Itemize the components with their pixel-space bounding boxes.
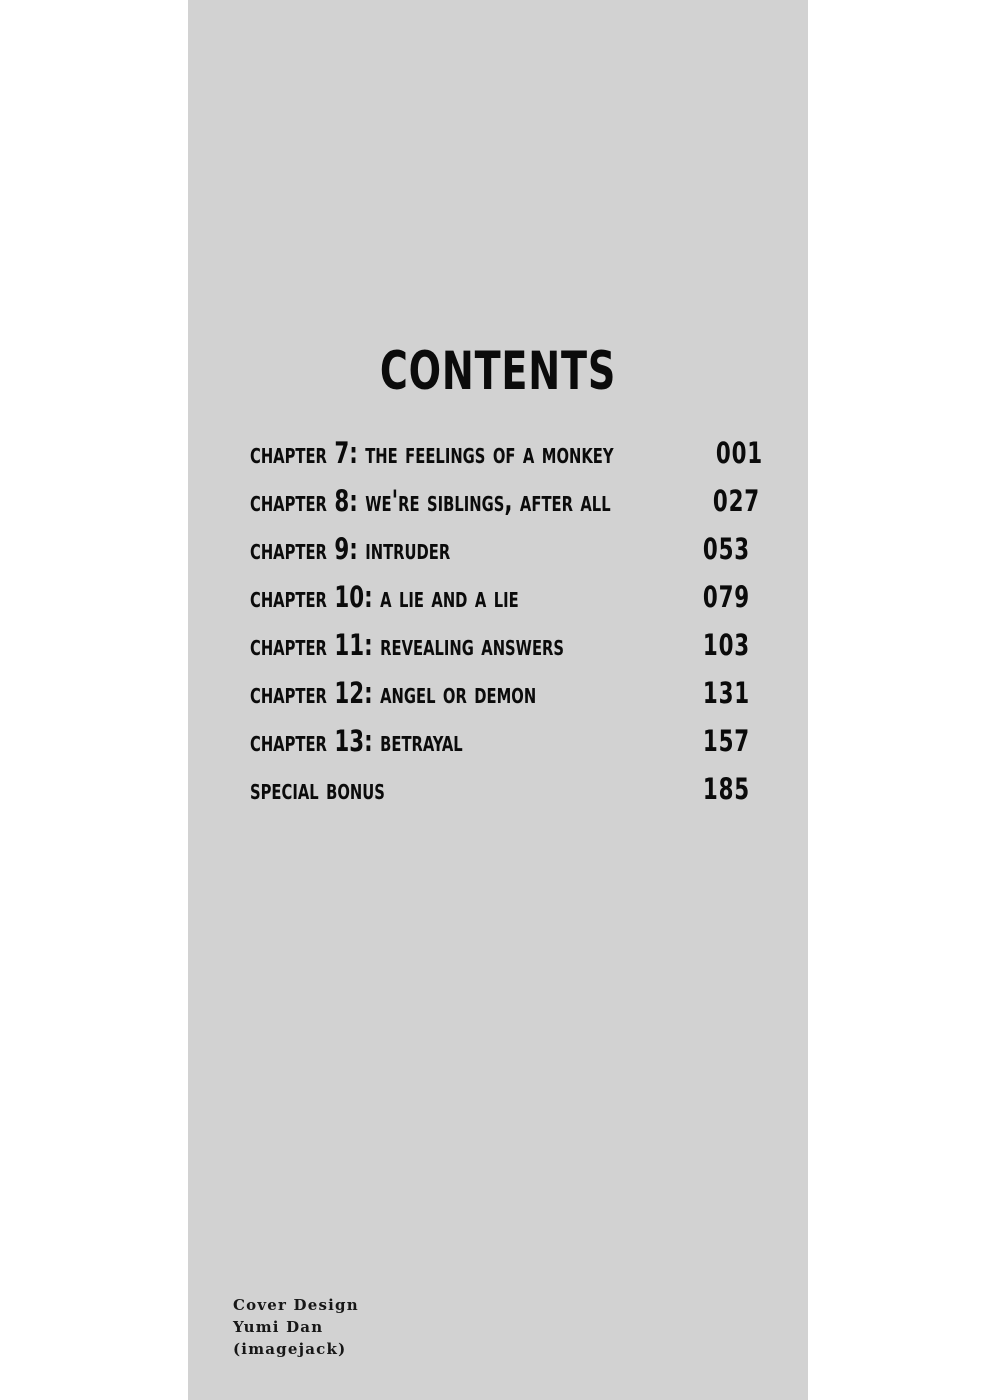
toc-entry-page: 027 [712, 484, 760, 518]
credit-line-name: Yumi Dan [233, 1318, 324, 1336]
table-of-contents [250, 436, 764, 822]
list-item[interactable] [250, 774, 750, 822]
credit-line-studio: (imagejack) [233, 1340, 347, 1358]
list-item[interactable] [250, 630, 750, 678]
toc-entry-label: chapter 11: revealing answers [250, 628, 565, 662]
contents-page-panel [188, 0, 808, 1400]
toc-entry-page: 131 [702, 676, 750, 710]
page-title: contents [379, 318, 617, 407]
list-item[interactable] [250, 484, 760, 534]
toc-entry-label: chapter 12: angel or demon [250, 676, 537, 710]
toc-entry-label: special bonus [250, 772, 385, 806]
list-item[interactable] [250, 726, 750, 774]
toc-entry-label: chapter 10: a lie and a lie [250, 580, 519, 614]
toc-entry-page: 185 [702, 772, 750, 806]
list-item[interactable] [250, 678, 750, 726]
toc-entry-page: 001 [716, 436, 764, 470]
list-item[interactable] [250, 582, 750, 630]
toc-entry-label: chapter 7: the feelings of a monkey [250, 436, 614, 470]
toc-entry-label: chapter 13: betrayal [250, 724, 463, 758]
toc-entry-label: chapter 9: intruder [250, 532, 451, 566]
list-item[interactable] [250, 534, 750, 582]
toc-entry-page: 103 [702, 628, 750, 662]
toc-entry-page: 053 [702, 532, 750, 566]
credit-line-role: Cover Design [233, 1296, 359, 1314]
cover-design-credit [233, 1294, 359, 1360]
toc-entry-page: 079 [702, 580, 750, 614]
toc-entry-label: chapter 8: we're siblings, after all [250, 484, 611, 518]
toc-entry-page: 157 [702, 724, 750, 758]
list-item[interactable] [250, 436, 764, 486]
